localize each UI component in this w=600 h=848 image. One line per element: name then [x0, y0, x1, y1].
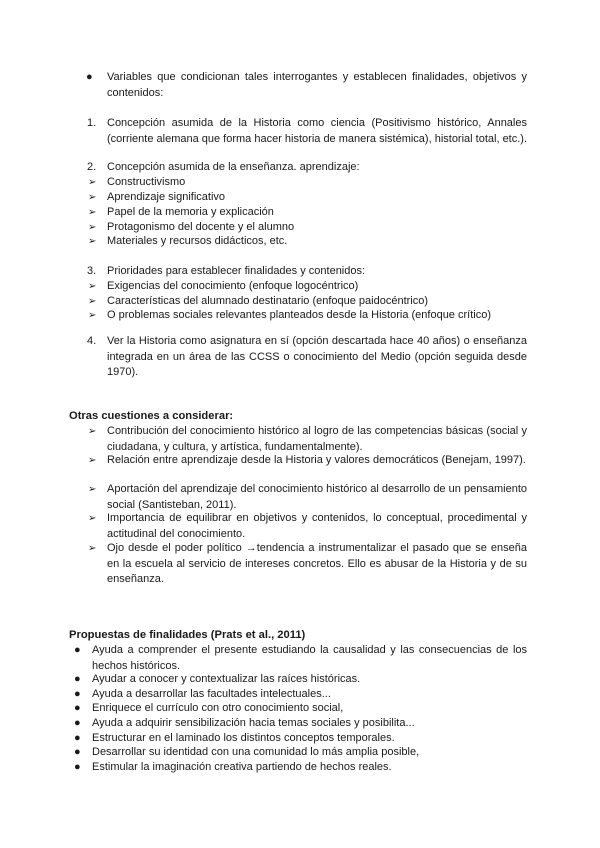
bullet-icon: ● — [74, 673, 81, 685]
bullet-icon: ● — [74, 644, 81, 656]
sub-item: Materiales y recursos didácticos, etc. — [107, 235, 288, 247]
propuestas-item: Ayuda a adquirir sensibilización hacia temas sociales y posibilita... — [92, 717, 415, 729]
intro-paragraph: Variables que condicionan tales interrogantes y establecen finalidades, objetivos y contenidos: — [107, 71, 527, 99]
arrow-bullet-icon: ➢ — [88, 513, 97, 524]
arrow-bullet-icon: ➢ — [88, 192, 97, 203]
bullet-icon: ● — [74, 717, 81, 729]
section-heading-propuestas: Propuestas de finalidades (Prats et al., 2011) — [69, 629, 306, 641]
arrow-bullet-icon: ➢ — [88, 281, 97, 292]
arrow-bullet-icon: ➢ — [88, 310, 97, 321]
list-item-2: Concepción asumida de la enseñanza. aprendizaje: — [107, 161, 360, 173]
arrow-bullet-icon: ➢ — [88, 236, 97, 247]
arrow-bullet-icon: ➢ — [88, 222, 97, 233]
list-number: 4. — [87, 335, 97, 347]
propuestas-item: Ayudar a conocer y contextualizar las raíces históricas. — [92, 673, 361, 685]
bullet-icon: ● — [74, 688, 81, 700]
list-number: 3. — [87, 265, 97, 277]
sub-item: Aprendizaje significativo — [107, 191, 226, 203]
arrow-bullet-icon: ➢ — [88, 484, 97, 495]
propuestas-item: Estimular la imaginación creativa partiendo de hechos reales. — [92, 761, 392, 773]
bullet-icon: ● — [74, 761, 81, 773]
arrow-bullet-icon: ➢ — [88, 455, 97, 466]
propuestas-item: Ayuda a comprender el presente estudiando la causalidad y las consecuencias de los hechos históricos. — [92, 644, 527, 672]
arrow-bullet-icon: ➢ — [88, 543, 97, 554]
arrow-bullet-icon: ➢ — [88, 177, 97, 188]
arrow-bullet-icon: ➢ — [88, 296, 97, 307]
propuestas-item: Ayuda a desarrollar las facultades intelectuales... — [92, 688, 331, 700]
list-number: 1. — [87, 117, 97, 129]
list-item-4: Ver la Historia como asignatura en sí (opción descartada hace 40 años) o enseñanza integrada en un área de las CCSS o conocimiento del Medio (opción seguida desde 1970). — [107, 335, 527, 378]
propuestas-item: Enriquece el currículo con otro conocimiento social, — [92, 702, 344, 714]
list-number: 2. — [87, 161, 97, 173]
otras-item: Relación entre aprendizaje desde la Historia y valores democráticos (Benejam, 1997). — [107, 454, 526, 466]
sub-item: Papel de la memoria y explicación — [107, 206, 274, 218]
sub-item: Constructivismo — [107, 176, 186, 188]
section-heading-otras: Otras cuestiones a considerar: — [69, 410, 234, 422]
sub-item: O problemas sociales relevantes planteados desde la Historia (enfoque crítico) — [107, 309, 491, 321]
list-item-1: Concepción asumida de la Historia como ciencia (Positivismo histórico, Annales (corriente alemana que forma hacer historia de manera sistémica), historial total, etc.). — [107, 117, 528, 145]
otras-item: Ojo desde el poder político →tendencia a instrumentalizar el pasado que se enseña en la escuela al servicio de intereses concretos. Ello es abusar de la Historia y de su enseñanza. — [107, 542, 527, 585]
list-item-3: Prioridades para establecer finalidades y contenidos: — [107, 265, 366, 277]
arrow-bullet-icon: ➢ — [88, 207, 97, 218]
otras-item: Importancia de equilibrar en objetivos y contenidos, lo conceptual, procedimental y actitudinal del conocimiento. — [107, 512, 527, 540]
propuestas-item: Desarrollar su identidad con una comunidad lo más amplia posible, — [92, 746, 420, 758]
bullet-icon: ● — [74, 732, 81, 744]
arrow-bullet-icon: ➢ — [88, 426, 97, 437]
bullet-icon: ● — [74, 702, 81, 714]
sub-item: Características del alumnado destinatario (enfoque paidocéntrico) — [107, 295, 429, 307]
sub-item: Exigencias del conocimiento (enfoque logocéntrico) — [107, 280, 359, 292]
otras-item: Aportación del aprendizaje del conocimiento histórico al desarrollo de un pensamiento social (Santisteban, 2011). — [107, 483, 527, 511]
propuestas-item: Estructurar en el laminado los distintos conceptos temporales. — [92, 732, 395, 744]
bullet-icon: ● — [86, 71, 93, 83]
sub-item: Protagonismo del docente y el alumno — [107, 221, 295, 233]
otras-item: Contribución del conocimiento histórico al logro de las competencias básicas (social y ciudadana, y cultura, y artística, fundamentalmente). — [107, 425, 527, 453]
bullet-icon: ● — [74, 746, 81, 758]
